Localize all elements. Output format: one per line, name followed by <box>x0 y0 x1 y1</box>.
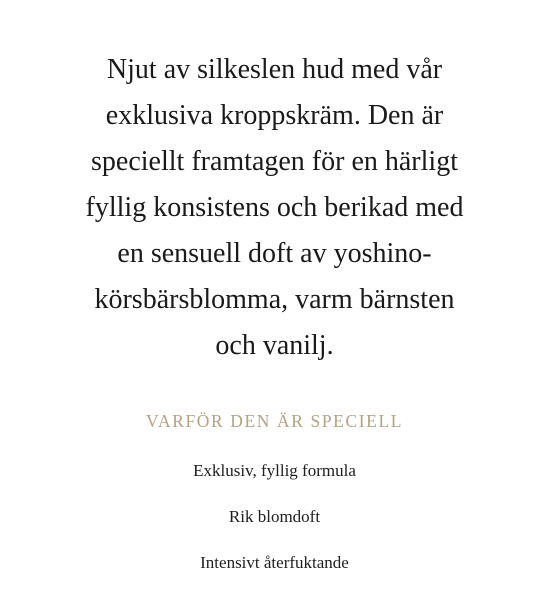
product-description <box>50 47 499 369</box>
description-line: och vanilj. <box>215 330 334 361</box>
description-line: körsbärsblomma, varm bärnsten <box>94 284 455 315</box>
benefit-item: Intensivt återfuktande <box>200 553 349 572</box>
benefits-list <box>0 460 549 598</box>
description-line: fyllig konsistens och berikad med <box>85 192 464 223</box>
benefit-item: Exklusiv, fyllig formula <box>193 461 356 480</box>
description-line: exklusiva kroppskräm. Den är <box>105 100 444 131</box>
why-special-heading: VARFÖR DEN ÄR SPECIELL <box>145 411 404 431</box>
benefit-item: Rik blomdoft <box>228 507 321 526</box>
description-line: speciellt framtagen för en härligt <box>91 146 458 177</box>
description-line: en sensuell doft av yoshino- <box>117 238 432 269</box>
description-line: Njut av silkeslen hud med vår <box>106 54 443 85</box>
